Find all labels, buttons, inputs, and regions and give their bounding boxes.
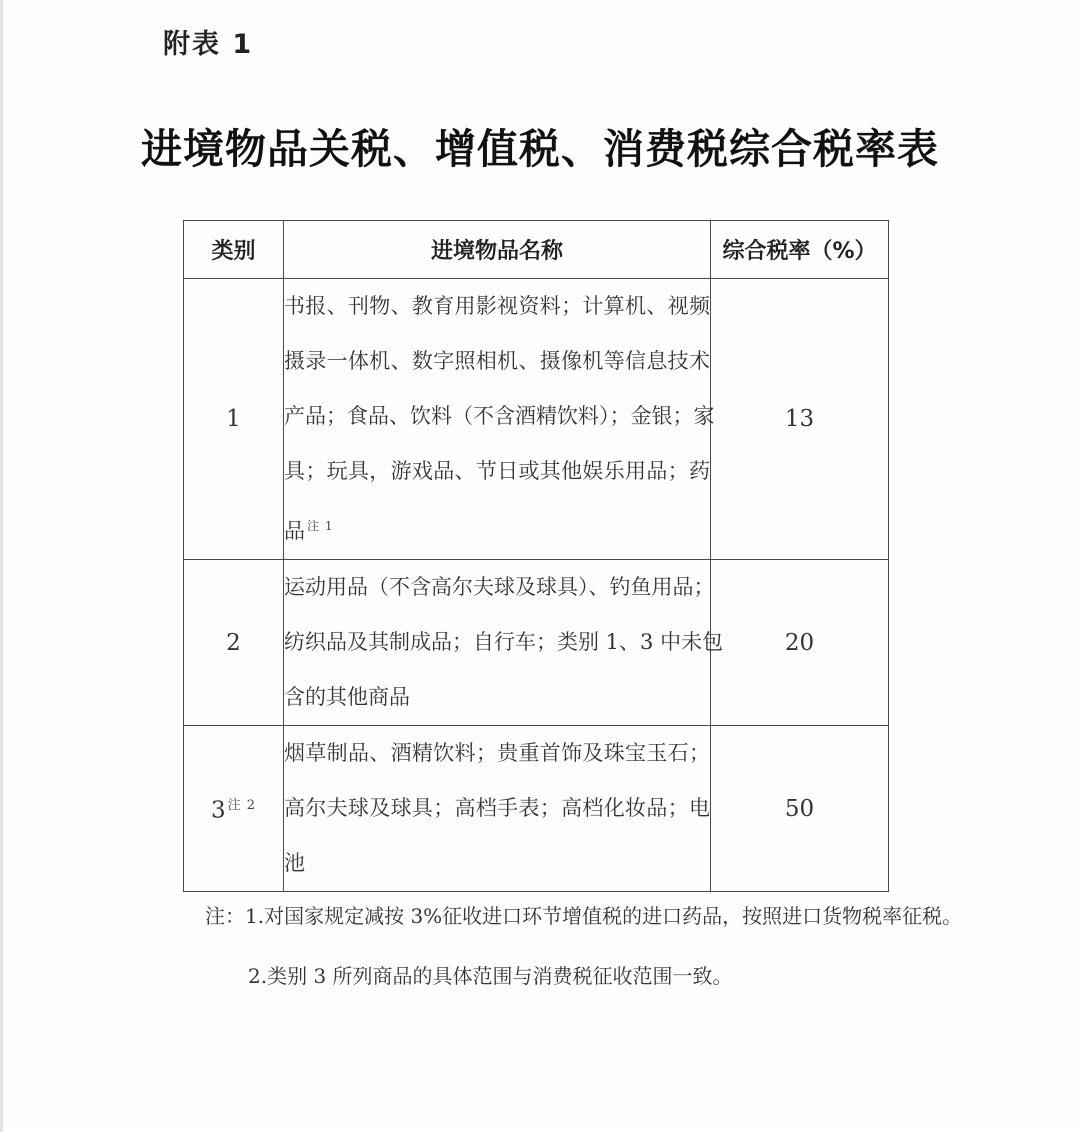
item-line: 烟草制品、酒精饮料；贵重首饰及珠宝玉石； [284, 741, 710, 765]
col-header-rate: 综合税率（%） [711, 221, 889, 279]
item-line: 摄录一体机、数字照相机、摄像机等信息技术 [284, 349, 710, 373]
rate-cell: 13 [711, 279, 889, 560]
note-1-text: 1.对国家规定减按 3%征收进口环节增值税的进口药品，按照进口货物税率征税。 [245, 904, 963, 928]
category-number: 2 [226, 629, 241, 656]
col-header-item-name: 进境物品名称 [284, 221, 711, 279]
item-line: 书报、刊物、教育用影视资料；计算机、视频 [284, 294, 710, 318]
page-title: 进境物品关税、增值税、消费税综合税率表 [141, 125, 939, 173]
table-row-category-2 [184, 560, 889, 726]
item-line: 运动用品（不含高尔夫球及球具）、钓鱼用品； [284, 575, 715, 599]
footnote-ref-1: 注 1 [307, 519, 334, 533]
category-cell [184, 279, 284, 560]
col-header-category: 类别 [184, 221, 284, 279]
items-cell [284, 726, 711, 892]
item-line: 产品；食品、饮料（不含酒精饮料）；金银；家 [284, 404, 715, 428]
item-line: 具；玩具，游戏品、节日或其他娱乐用品；药 [284, 459, 710, 483]
category-cell [184, 726, 284, 892]
category-number: 1 [226, 406, 241, 432]
appendix-tag: 附表 1 [163, 29, 254, 60]
table-header-row [184, 221, 889, 279]
notes-label: 注： [205, 904, 245, 928]
category-cell [184, 560, 284, 726]
items-cell [284, 560, 724, 726]
table-row-category-3 [184, 726, 889, 892]
tax-rate-table [183, 220, 889, 892]
category-number: 3 [210, 797, 226, 824]
note-1 [205, 902, 963, 930]
rate-cell: 20 [711, 560, 889, 726]
table-row-category-1 [184, 279, 889, 560]
footnote-ref-2: 注 2 [227, 797, 257, 813]
item-line: 高尔夫球及球具；高档手表；高档化妆品；电 [284, 796, 710, 820]
item-line: 纺织品及其制成品；自行车；类别 1、3 中未包 [284, 630, 724, 654]
notes-section [205, 902, 963, 1022]
items-cell [284, 279, 715, 560]
item-line: 含的其他商品 [284, 685, 410, 709]
rate-cell: 50 [711, 726, 889, 892]
item-line: 池 [284, 851, 305, 875]
item-line: 品 $^{注 1}$ [284, 519, 334, 543]
note-2: 2.类别 3 所列商品的具体范围与消费税征收范围一致。 [248, 964, 733, 988]
